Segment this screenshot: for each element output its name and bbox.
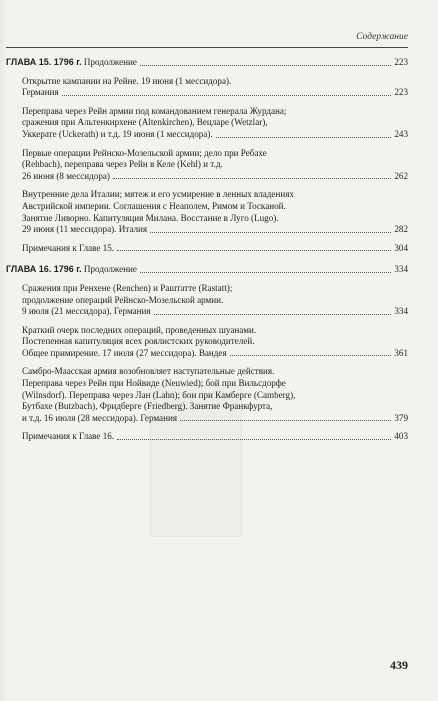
chapter-title: ГЛАВА 16. 1796 г.	[6, 264, 82, 275]
running-header: Содержание	[356, 32, 408, 42]
entry-last-line-row	[22, 129, 408, 141]
chapter-heading	[6, 57, 137, 69]
chapter-page-number: 223	[394, 57, 408, 67]
dot-leader	[150, 232, 391, 233]
table-of-contents	[6, 57, 408, 453]
chapter-heading-row[interactable]	[6, 57, 408, 69]
entry-line: Занятие Ливорно. Капитуляция Милана. Восстание в Луго (Lugo).	[22, 212, 279, 223]
chapter-block	[6, 57, 408, 254]
toc-entry[interactable]	[22, 283, 408, 318]
toc-entry[interactable]	[22, 76, 408, 99]
entry-line: Бутбахе (Butzbach), Фридберге (Friedberg). Занятие Франкфурта,	[22, 401, 273, 412]
dot-leader	[180, 420, 391, 421]
toc-entry[interactable]	[22, 243, 408, 255]
chapter-entries	[22, 283, 408, 443]
entry-last-line: Общее примирение. 17 июля (27 мессидора). Вандея	[22, 347, 227, 358]
chapter-heading-row[interactable]	[6, 264, 408, 276]
toc-entry[interactable]	[22, 366, 408, 424]
dot-leader	[117, 439, 391, 440]
entry-page-number: 334	[394, 306, 408, 317]
entry-line: Самбро-Маасская армия возобновляет наступательные действия.	[22, 366, 275, 377]
entry-line: сражения при Альтенкирхене (Altenkirchen), Вецларе (Wetzlar),	[22, 117, 268, 128]
entry-line: Австрийской империи. Соглашения с Неаполем, Римом и Тосканой.	[22, 200, 286, 211]
entry-last-line: 26 июня (8 мессидора)	[22, 170, 110, 181]
toc-entry[interactable]	[22, 148, 408, 183]
entry-page-number: 361	[394, 347, 408, 358]
entry-line: Сражения при Ренхене (Renchen) и Раштатте (Rastatt);	[22, 282, 233, 293]
page-number: 439	[390, 658, 408, 672]
dot-leader	[230, 355, 392, 356]
entry-line: Переправа через Рейн армии под командованием генерала Журдана;	[22, 105, 287, 116]
chapter-title: ГЛАВА 15. 1796 г.	[6, 57, 82, 67]
entry-line: Постепенная капитуляция всех роялистских руководителей.	[22, 336, 255, 347]
entry-page-number: 403	[394, 431, 408, 442]
entry-page-number: 243	[394, 128, 408, 139]
dot-leader	[117, 250, 391, 251]
entry-line: Краткий очерк последних операций, проведенных шуанами.	[22, 324, 257, 335]
dot-leader	[140, 272, 391, 273]
chapter-entries	[22, 76, 408, 255]
entry-last-line: 9 июля (21 мессидора). Германия	[22, 306, 151, 317]
entry-last-line: и т.д. 16 июля (28 мессидора). Германия	[22, 412, 178, 423]
entry-last-line: 29 июня (11 мессидора). Италия	[22, 224, 148, 235]
chapter-heading	[6, 264, 137, 276]
entry-last-line: Примечания к Главе 16.	[22, 431, 115, 442]
dot-leader	[216, 137, 392, 138]
entry-last-line-row	[22, 413, 408, 425]
entry-line: продолжение операций Рейнско-Мозельской армии.	[22, 294, 224, 305]
toc-entry[interactable]	[22, 431, 408, 443]
entry-last-line: Уккерате (Uckerath) и т.д. 19 июня (1 мессидора).	[22, 128, 213, 139]
entry-line: (Rehbach), переправа через Рейн в Келе (Kehl) и т.д.	[22, 159, 223, 170]
toc-entry[interactable]	[22, 189, 408, 235]
entry-page-number: 304	[394, 242, 408, 253]
entry-last-line-row	[22, 87, 408, 99]
entry-last-line-row	[22, 306, 408, 318]
toc-entry[interactable]	[22, 106, 408, 141]
dot-leader	[113, 178, 391, 179]
dot-leader	[62, 95, 392, 96]
chapter-continued-label: Продолжение	[83, 264, 137, 275]
toc-entry[interactable]	[22, 325, 408, 360]
entry-last-line: Германия	[22, 87, 59, 98]
entry-page-number: 262	[394, 170, 408, 181]
entry-last-line-row	[22, 171, 408, 183]
dot-leader	[140, 65, 391, 66]
entry-last-line: Примечания к Главе 15.	[22, 242, 115, 253]
entry-line: Первые операции Рейнско-Мозельской армии; дело при Ребахе	[22, 147, 267, 158]
entry-last-line-row	[22, 224, 408, 236]
entry-page-number: 379	[394, 412, 408, 423]
dot-leader	[154, 314, 392, 315]
entry-line: (Wilnsdorf). Переправа через Лан (Lahn); бои при Камберге (Camberg),	[22, 389, 296, 400]
entry-line: Внутренние дела Италии; мятеж и его усмирение в ленных владениях	[22, 189, 294, 200]
header-divider	[6, 47, 408, 48]
entry-line: Переправа через Рейн при Нойвиде (Neuwied); бой при Вильсдорфе	[22, 378, 286, 389]
entry-line: Открытие кампании на Рейне. 19 июня (1 мессидора).	[22, 75, 232, 86]
entry-last-line-row	[22, 243, 408, 255]
entry-page-number: 282	[394, 224, 408, 235]
entry-last-line-row	[22, 431, 408, 443]
entry-last-line-row	[22, 348, 408, 360]
entry-page-number: 223	[394, 87, 408, 98]
chapter-page-number: 334	[394, 264, 408, 275]
chapter-continued-label: Продолжение	[83, 57, 137, 67]
chapter-block	[6, 264, 408, 443]
